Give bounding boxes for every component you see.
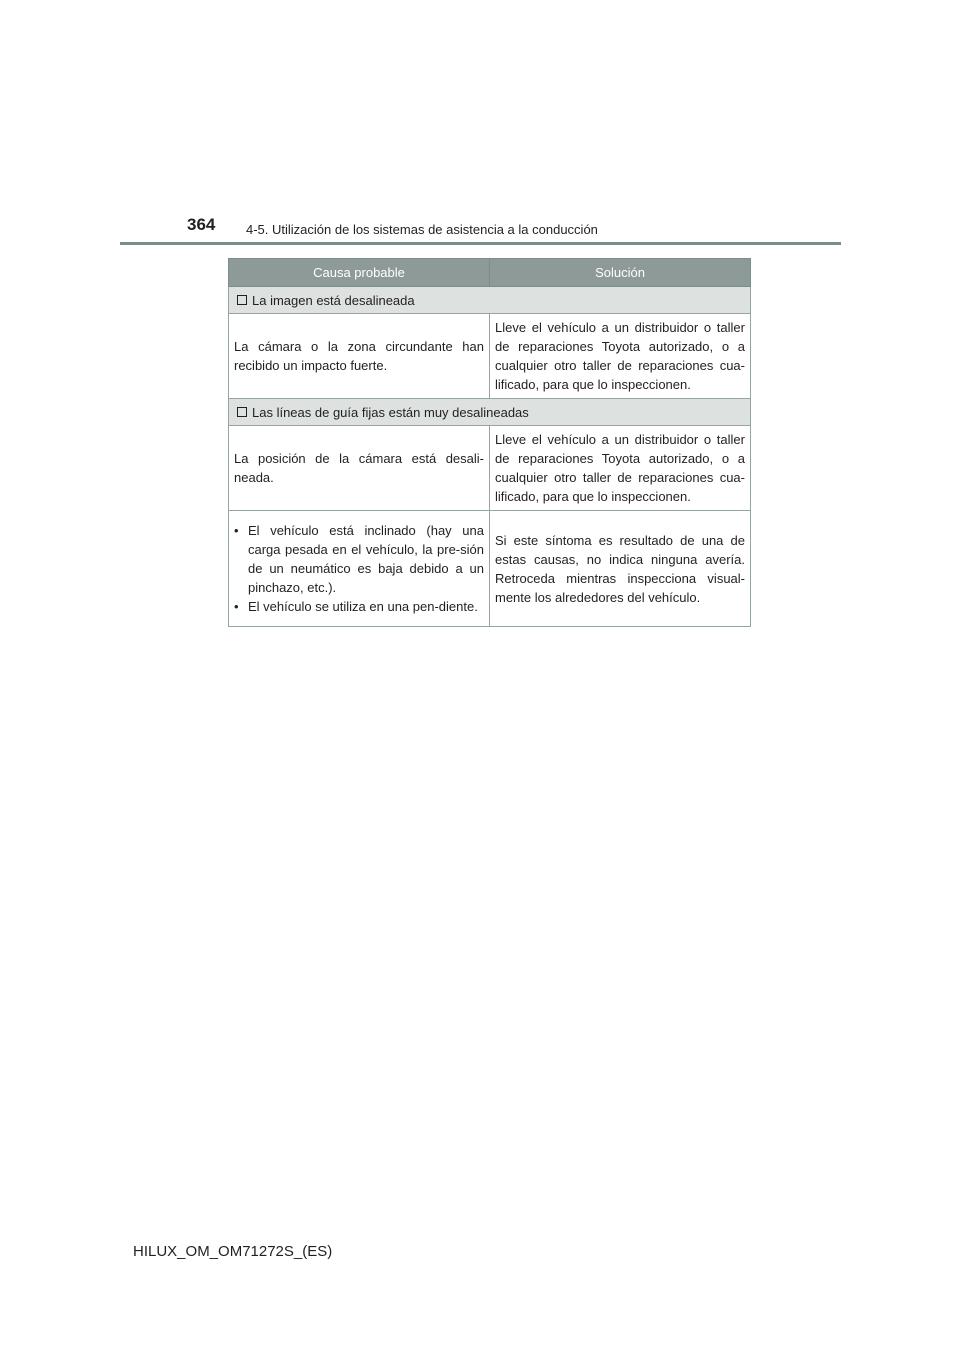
table-row [229, 511, 751, 627]
column-header-cause: Causa probable [229, 259, 490, 287]
header-rule [120, 242, 841, 245]
cause-cell: La cámara o la zona circundante han recibido un impacto fuerte. [229, 314, 490, 399]
group-title-cell [229, 287, 751, 314]
checkbox-icon [237, 407, 247, 417]
cause-bullet-list [234, 521, 484, 616]
group-title: Las líneas de guía fijas están muy desalineadas [252, 404, 529, 420]
solution-cell: Si este síntoma es resultado de una de estas causas, no indica ninguna avería. Retroceda mientras inspecciona visual-mente los alrededores del vehículo. [490, 511, 751, 627]
solution-cell: Lleve el vehículo a un distribuidor o taller de reparaciones Toyota autorizado, o a cualquier otro taller de reparaciones cua-lificado, para que lo inspeccionen. [490, 426, 751, 511]
group-title-cell [229, 399, 751, 426]
table-row [229, 426, 751, 511]
cause-cell: La posición de la cámara está desali-neada. [229, 426, 490, 511]
troubleshooting-table [228, 258, 751, 627]
checkbox-icon [237, 295, 247, 305]
column-header-solution: Solución [490, 259, 751, 287]
cause-cell [229, 511, 490, 627]
group-title: La imagen está desalineada [252, 292, 415, 308]
group-row [229, 399, 751, 426]
group-row [229, 287, 751, 314]
page-number: 364 [187, 215, 216, 234]
manual-code: HILUX_OM_OM71272S_(ES) [133, 1243, 333, 1260]
solution-cell: Lleve el vehículo a un distribuidor o taller de reparaciones Toyota autorizado, o a cualquier otro taller de reparaciones cua-lificado, para que lo inspeccionen. [490, 314, 751, 399]
table-header-row [229, 259, 751, 287]
list-item: • El vehículo está inclinado (hay una carga pesada en el vehículo, la pre-sión de un neumático es baja debido a un pinchazo, etc.). [234, 521, 484, 597]
table-row [229, 314, 751, 399]
list-item: • El vehículo se utiliza en una pen-diente. [234, 597, 484, 616]
section-title: 4-5. Utilización de los sistemas de asistencia a la conducción [246, 222, 598, 237]
